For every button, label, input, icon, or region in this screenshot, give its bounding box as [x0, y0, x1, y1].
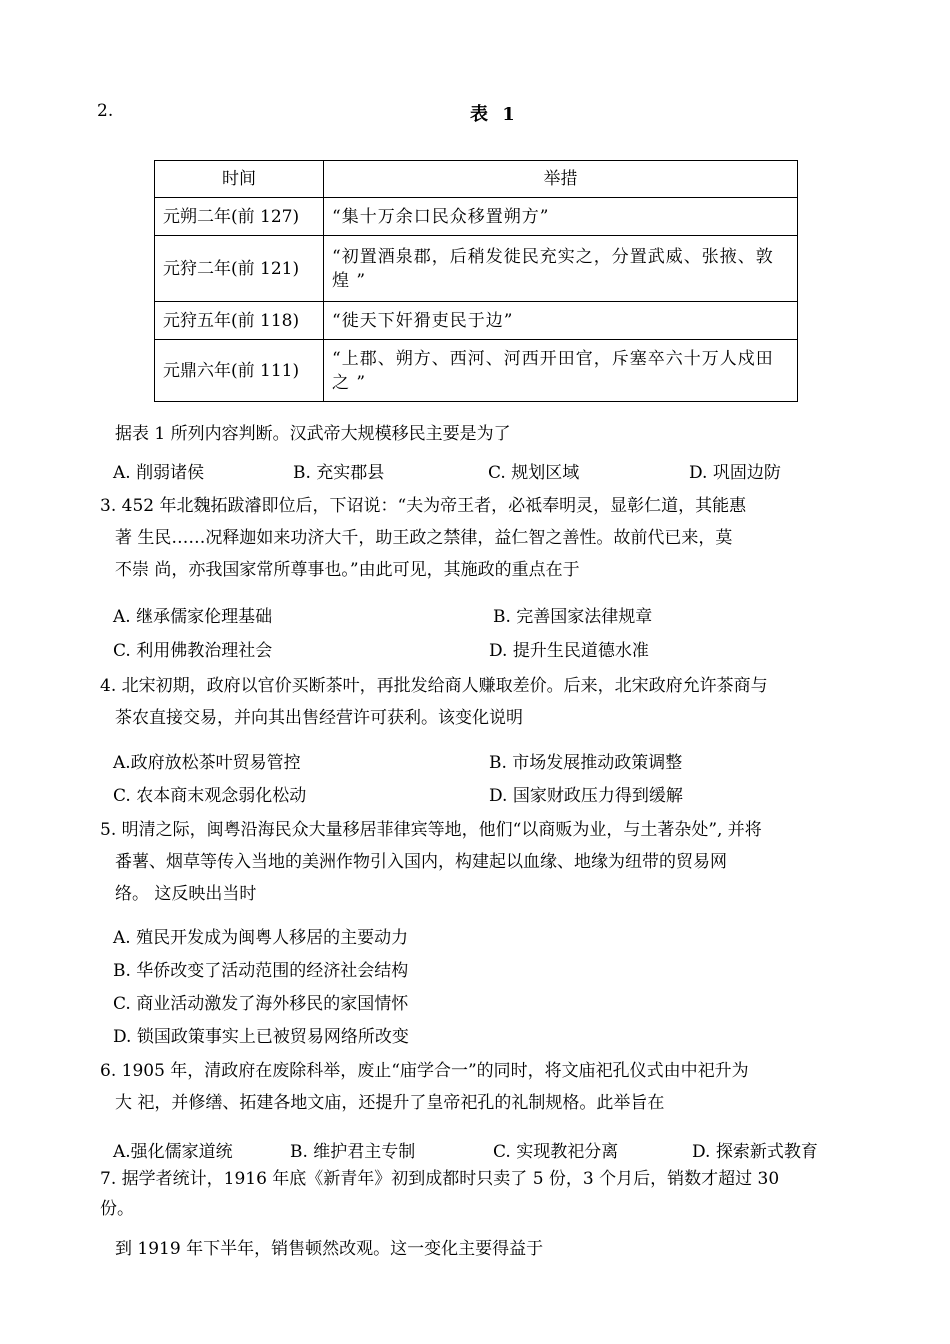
q2-option-b: B. 充实郡县: [293, 463, 385, 483]
question-3-line: 不崇 尚，亦我国家常所尊事也。”由此可见，其施政的重点在于: [115, 560, 580, 580]
measures-table: [154, 160, 798, 402]
question-2-stem: 据表 1 所列内容判断。汉武帝大规模移民主要是为了: [115, 424, 511, 444]
q5-option-b: B. 华侨改变了活动范围的经济社会结构: [113, 961, 409, 981]
question-5-line: 络。 这反映出当时: [115, 884, 257, 904]
table-cell-time: 元鼎六年(前 111): [155, 340, 324, 402]
q4-option-d: D. 国家财政压力得到缓解: [489, 786, 683, 806]
question-4-line: 茶农直接交易，并向其出售经营许可获利。该变化说明: [115, 708, 523, 728]
table-header-time: 时间: [155, 161, 324, 198]
question-6-line: 6. 1905 年，清政府在废除科举，废止“庙学合一”的同时，将文庙祀孔仪式由中祀升为: [100, 1061, 749, 1081]
question-3-line: 著 生民……况释迦如来功济大千，助王政之禁律，益仁智之善性。故前代已来，莫: [115, 528, 733, 548]
table-cell-time: 元朔二年(前 127): [155, 198, 324, 236]
question-4-line: 4. 北宋初期，政府以官价买断茶叶，再批发给商人赚取差价。后来，北宋政府允许茶商与: [100, 676, 768, 696]
q2-option-c: C. 规划区域: [488, 463, 580, 483]
q6-option-c: C. 实现教祀分离: [493, 1142, 619, 1162]
table-row: [155, 198, 798, 236]
table-title: 表 1: [470, 104, 519, 125]
q5-option-a: A. 殖民开发成为闽粤人移居的主要动力: [113, 928, 409, 948]
table-row: [155, 302, 798, 340]
question-5-line: 番薯、烟草等传入当地的美洲作物引入国内，构建起以血缘、地缘为纽带的贸易网: [115, 852, 727, 872]
q3-option-a: A. 继承儒家伦理基础: [113, 607, 273, 627]
q6-option-d: D. 探索新式教育: [692, 1142, 818, 1162]
q3-option-d: D. 提升生民道德水准: [489, 641, 649, 661]
question-7-line: 到 1919 年下半年，销售顿然改观。这一变化主要得益于: [115, 1239, 544, 1259]
q3-option-c: C. 利用佛教治理社会: [113, 641, 273, 661]
table-row: [155, 236, 798, 302]
q3-option-b: B. 完善国家法律规章: [493, 607, 653, 627]
question-5-line: 5. 明清之际，闽粤沿海民众大量移居菲律宾等地，他们“以商贩为业，与土著杂处”, 并将: [100, 820, 762, 840]
table-header-measure: 举措: [324, 161, 798, 198]
question-3-line: 3. 452 年北魏拓跋濬即位后，下诏说：“夫为帝王者，必祗奉明灵，显彰仁道，其能惠: [100, 496, 747, 516]
q5-option-c: C. 商业活动激发了海外移民的家国情怀: [113, 994, 409, 1014]
question-2-number: 2.: [97, 101, 114, 121]
q5-option-d: D. 锁国政策事实上已被贸易网络所改变: [113, 1027, 409, 1047]
q4-option-b: B. 市场发展推动政策调整: [489, 753, 683, 773]
q6-option-a: A.强化儒家道统: [113, 1142, 233, 1162]
table-cell-time: 元狩五年(前 118): [155, 302, 324, 340]
question-7-line: 7. 据学者统计，1916 年底《新青年》初到成都时只卖了 5 份，3 个月后，销数才超过 30: [100, 1169, 780, 1189]
table-cell-measure: “徙天下奸猾吏民于边”: [324, 302, 798, 340]
q2-option-d: D. 巩固边防: [689, 463, 781, 483]
table-cell-time: 元狩二年(前 121): [155, 236, 324, 302]
q2-option-a: A. 削弱诸侯: [113, 463, 205, 483]
question-7-line: 份。: [100, 1199, 134, 1219]
table-cell-measure: “初置酒泉郡，后稍发徙民充实之，分置武威、张掖、敦煌 ”: [324, 236, 798, 302]
q6-option-b: B. 维护君主专制: [290, 1142, 416, 1162]
table-cell-measure: “集十万余口民众移置朔方”: [324, 198, 798, 236]
question-6-line: 大 祀，并修缮、拓建各地文庙，还提升了皇帝祀孔的礼制规格。此举旨在: [115, 1093, 665, 1113]
table-row: [155, 340, 798, 402]
q4-option-a: A.政府放松茶叶贸易管控: [113, 753, 301, 773]
table-cell-measure: “上郡、朔方、西河、河西开田官，斥塞卒六十万人戍田 之 ”: [324, 340, 798, 402]
table-header-row: [155, 161, 798, 198]
q4-option-c: C. 农本商末观念弱化松动: [113, 786, 307, 806]
